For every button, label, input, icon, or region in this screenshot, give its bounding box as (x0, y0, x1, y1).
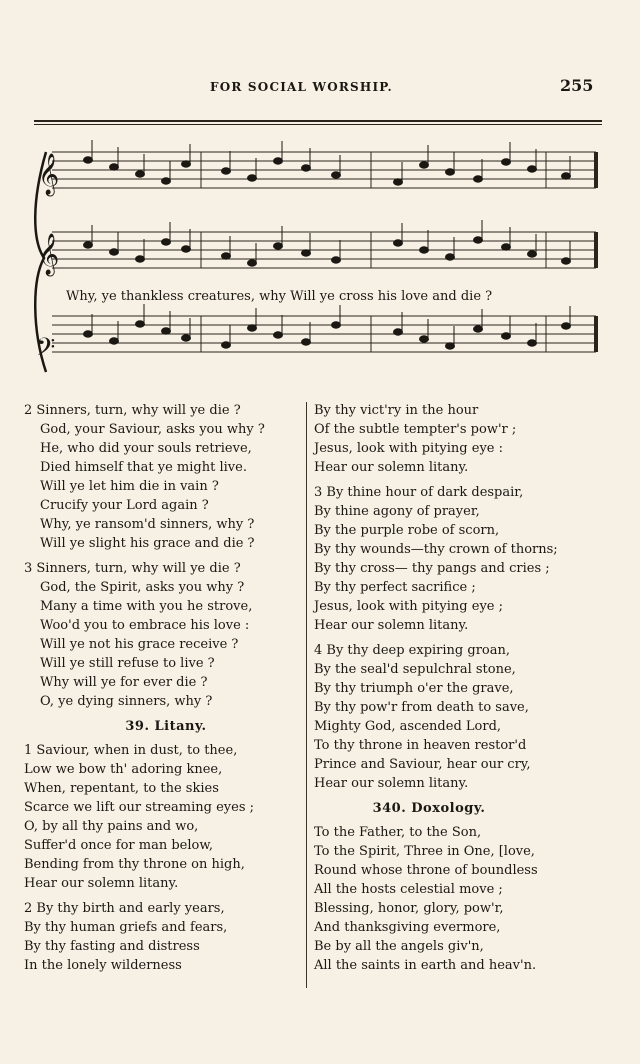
note-head (474, 176, 483, 182)
verse-line: O, ye dying sinners, why ? (40, 694, 213, 709)
page-number: 255 (560, 76, 594, 95)
note-head (502, 244, 511, 250)
verse-line: Scarce we lift our streaming eyes ; (24, 800, 255, 815)
verse-line: Will ye let him die in vain ? (40, 479, 219, 494)
verse-line: Hear our solemn litany. (24, 876, 179, 891)
litany-stanza-4 (314, 641, 634, 793)
verse-line: Bending from thy throne on high, (24, 857, 245, 872)
hymn-39-stanza-1 (24, 741, 308, 893)
note-head (302, 250, 311, 256)
verse-line: O, by all thy pains and wo, (24, 819, 199, 834)
verse-line: 3 Sinners, turn, why will ye die ? (24, 561, 241, 576)
verse-line: He, who did your souls retrieve, (40, 441, 252, 456)
verse-line: 2 By thy birth and early years, (24, 901, 225, 916)
verse-line: Many a time with you he strove, (40, 599, 253, 614)
treble-clef-icon: 𝄞 (38, 154, 60, 195)
note-head (136, 321, 145, 327)
verse-line: Mighty God, ascended Lord, (314, 719, 502, 734)
verse-line: Hear our solemn litany. (314, 460, 469, 475)
header-rule (34, 120, 602, 122)
note-head (446, 169, 455, 175)
note-head (84, 242, 93, 248)
note-head (84, 331, 93, 337)
note-head (182, 335, 191, 341)
note-head (274, 332, 283, 338)
verse-line: To the Spirit, Three in One, [love, (314, 844, 535, 859)
note-head (274, 158, 283, 164)
verse-line: Prince and Saviour, hear our cry, (314, 757, 531, 772)
verse-line: 4 By thy deep expiring groan, (314, 643, 510, 658)
note-head (248, 325, 257, 331)
stanza-2-continued (314, 401, 634, 477)
note-head (222, 253, 231, 259)
note-head (420, 336, 429, 342)
verse-line: Died himself that ye might live. (40, 460, 247, 475)
note-head (474, 326, 483, 332)
verse-line: All the hosts celestial move ; (314, 882, 503, 897)
verse-line: When, repentant, to the skies (24, 781, 219, 796)
verse-line: Low we bow th' adoring knee, (24, 762, 223, 777)
stanza-2 (24, 401, 308, 553)
note-head (162, 178, 171, 184)
note-head (110, 249, 119, 255)
verse-line: 3 By thine hour of dark despair, (314, 485, 524, 500)
verse-line: Hear our solemn litany. (314, 776, 469, 791)
note-head (136, 256, 145, 262)
hymn-39-title: 39. Litany. (125, 719, 207, 734)
note-head (502, 333, 511, 339)
verse-line: Of the subtle tempter's pow'r ; (314, 422, 517, 437)
verse-line: By the seal'd sepulchral stone, (314, 662, 516, 677)
note-head (394, 179, 403, 185)
note-head (332, 172, 341, 178)
verse-line: God, the Spirit, asks you why ? (40, 580, 245, 595)
verse-line: Woo'd you to embrace his love : (40, 618, 250, 633)
note-head (182, 161, 191, 167)
doxology-stanza (314, 823, 634, 975)
hymn-39-stanza-2 (24, 899, 308, 975)
verse-line: 1 Saviour, when in dust, to thee, (24, 743, 238, 758)
note-head (222, 168, 231, 174)
verse-line: Hear our solemn litany. (314, 618, 469, 633)
verse-line: To the Father, to the Son, (314, 825, 482, 840)
note-head (446, 254, 455, 260)
verse-line: Blessing, honor, glory, pow'r, (314, 901, 504, 916)
note-head (562, 258, 571, 264)
note-head (474, 237, 483, 243)
note-head (248, 175, 257, 181)
note-head (182, 246, 191, 252)
running-head: FOR SOCIAL WORSHIP. (210, 80, 393, 94)
treble-clef-icon-2: 𝄞 (38, 234, 60, 275)
note-head (528, 340, 537, 346)
verse-line: Crucify your Lord again ? (40, 498, 209, 513)
right-column (314, 401, 634, 981)
verse-line: Why will ye for ever die ? (40, 675, 208, 690)
verse-line: By thy cross— thy pangs and cries ; (314, 561, 550, 576)
note-head (302, 339, 311, 345)
note-head (446, 343, 455, 349)
note-head (562, 173, 571, 179)
note-head (528, 166, 537, 172)
verse-line: All the saints in earth and heav'n. (314, 958, 537, 973)
note-head (248, 260, 257, 266)
note-head (222, 342, 231, 348)
verse-line: Will ye slight his grace and die ? (40, 536, 255, 551)
stanza-3 (24, 559, 308, 711)
note-head (274, 243, 283, 249)
verse-line: By thy wounds—thy crown of thorns; (314, 542, 558, 557)
left-column (24, 401, 308, 981)
header-rule-thin (34, 124, 602, 125)
note-head (302, 165, 311, 171)
verse-line: Will ye not his grace receive ? (40, 637, 239, 652)
note-head (394, 240, 403, 246)
verse-line: By thy perfect sacrifice ; (314, 580, 476, 595)
note-head (84, 157, 93, 163)
verse-line: By thy human griefs and fears, (24, 920, 228, 935)
verse-line: Will ye still refuse to live ? (40, 656, 215, 671)
verse-line: God, your Saviour, asks you why ? (40, 422, 265, 437)
note-head (394, 329, 403, 335)
verse-line: By thy fasting and distress (24, 939, 200, 954)
verse-line: 2 Sinners, turn, why will ye die ? (24, 403, 241, 418)
hymn-340-title: 340. Doxology. (372, 801, 486, 816)
note-head (332, 257, 341, 263)
verse-line: Jesus, look with pitying eye : (314, 441, 503, 456)
note-head (562, 323, 571, 329)
verse-line: By thy vict'ry in the hour (314, 403, 479, 418)
verse-line: Suffer'd once for man below, (24, 838, 214, 853)
note-head (110, 338, 119, 344)
verse-line: Round whose throne of boundless (314, 863, 538, 878)
verse-line: Jesus, look with pitying eye ; (314, 599, 503, 614)
verse-line: By the purple robe of scorn, (314, 523, 500, 538)
music-score (26, 140, 606, 380)
verse-line: Be by all the angels giv'n, (314, 939, 484, 954)
note-head (162, 328, 171, 334)
note-head (420, 162, 429, 168)
note-head (110, 164, 119, 170)
verse-line: By thine agony of prayer, (314, 504, 480, 519)
verse-line: In the lonely wilderness (24, 958, 182, 973)
note-head (420, 247, 429, 253)
verse-line: By thy triumph o'er the grave, (314, 681, 514, 696)
note-head (332, 322, 341, 328)
verse-line: To thy throne in heaven restor'd (314, 738, 527, 753)
bass-clef-icon: 𝄢 (36, 333, 56, 368)
verse-line: By thy pow'r from death to save, (314, 700, 529, 715)
verse-line: And thanksgiving evermore, (314, 920, 501, 935)
note-head (136, 171, 145, 177)
note-head (528, 251, 537, 257)
music-lyric: Why, ye thankless creatures, why Will ye cross his love and die ? (66, 289, 493, 304)
note-head (502, 159, 511, 165)
verse-line: Why, ye ransom'd sinners, why ? (40, 517, 255, 532)
note-head (162, 239, 171, 245)
litany-stanza-3 (314, 483, 634, 635)
